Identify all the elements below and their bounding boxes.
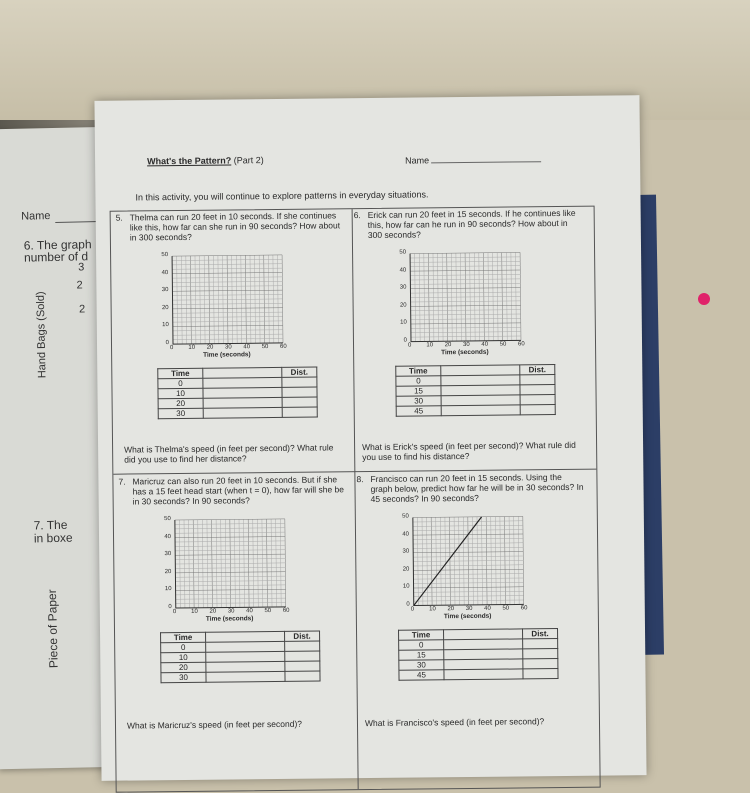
x-tick-label: 60 bbox=[280, 343, 287, 350]
time-distance-table bbox=[160, 631, 321, 684]
back-name-label: Name bbox=[21, 210, 51, 223]
distance-cell[interactable] bbox=[282, 407, 317, 417]
y-tick-label: 30 bbox=[402, 548, 410, 555]
x-tick-label: 30 bbox=[227, 608, 235, 615]
y-tick-label: 0 bbox=[403, 337, 408, 344]
time-cell: 0 bbox=[399, 640, 444, 650]
x-tick-label: 50 bbox=[499, 341, 507, 348]
x-tick-label: 0 bbox=[170, 345, 174, 352]
time-distance-table bbox=[157, 367, 318, 420]
time-cell: 20 bbox=[158, 398, 203, 408]
y-tick-label: 10 bbox=[164, 586, 172, 593]
time-cell: 10 bbox=[161, 652, 206, 662]
y-tick-label: 10 bbox=[400, 320, 407, 327]
time-cell: 20 bbox=[161, 662, 206, 672]
y-tick-label: 0 bbox=[406, 601, 410, 608]
time-cell: 0 bbox=[158, 378, 203, 388]
blank-cell[interactable] bbox=[444, 669, 523, 680]
distance-cell[interactable] bbox=[285, 671, 320, 681]
back-q6-line2: number of d bbox=[23, 249, 89, 265]
back-q7-line1: 7. The bbox=[33, 517, 68, 533]
x-axis-title: Time (seconds) bbox=[203, 351, 251, 359]
y-tick-label: 20 bbox=[402, 566, 410, 573]
x-tick-label: 20 bbox=[447, 606, 455, 613]
problem-number: 7. bbox=[118, 476, 126, 487]
y-tick-label: 30 bbox=[399, 284, 407, 291]
table-header-cell: Time bbox=[399, 630, 444, 640]
x-tick-label: 30 bbox=[463, 341, 470, 349]
table-header-cell: Time bbox=[396, 366, 441, 376]
intro-text: In this activity, you will continue to explore patterns in everyday situations. bbox=[135, 189, 429, 203]
y-tick-label: 40 bbox=[402, 531, 410, 538]
problem-text: Maricruz can also run 20 feet in 10 seconds. But if she has a 15 feet head start (when t = 0), how far will she be in 30 seconds? In 90 seconds? bbox=[132, 474, 345, 507]
x-tick-label: 50 bbox=[264, 608, 272, 615]
distance-time-chart bbox=[149, 515, 290, 626]
x-tick-label: 60 bbox=[517, 341, 525, 348]
x-tick-label: 20 bbox=[209, 608, 217, 615]
y-tick-label: 40 bbox=[164, 533, 172, 540]
table-row bbox=[158, 407, 317, 419]
x-tick-label: 30 bbox=[225, 344, 232, 351]
time-cell: 10 bbox=[158, 388, 203, 398]
y-tick-label: 30 bbox=[161, 287, 169, 294]
y-tick-label: 0 bbox=[168, 604, 172, 611]
x-tick-label: 10 bbox=[188, 344, 196, 351]
time-distance-table bbox=[398, 628, 559, 681]
problem-number: 5. bbox=[115, 212, 123, 223]
y-tick-label: 10 bbox=[162, 322, 169, 329]
y-tick-label: 30 bbox=[164, 551, 172, 558]
table-header-cell: Time bbox=[158, 368, 203, 378]
name-line[interactable] bbox=[431, 161, 541, 163]
time-cell: 0 bbox=[161, 642, 206, 652]
y-tick-label: 50 bbox=[399, 249, 407, 256]
time-cell: 30 bbox=[158, 408, 203, 418]
column-divider bbox=[352, 209, 359, 789]
time-cell: 30 bbox=[396, 396, 441, 406]
x-tick-label: 50 bbox=[261, 344, 269, 351]
distance-cell[interactable] bbox=[282, 387, 317, 397]
distance-time-chart bbox=[146, 251, 287, 362]
back-tick-fragment: 3 bbox=[78, 261, 85, 274]
table-row bbox=[399, 669, 558, 681]
speed-question: What is Thelma's speed (in feet per second)? What rule did you use to find her distance? bbox=[124, 442, 334, 465]
distance-cell[interactable] bbox=[523, 649, 558, 659]
problem-text: Francisco can run 20 feet in 15 seconds. Using the graph below, predict how far he will be in 30 seconds? In 45 seconds? In 90 seconds? bbox=[370, 471, 584, 505]
back-q7-line2: in boxe bbox=[33, 530, 73, 546]
x-tick-label: 0 bbox=[172, 609, 177, 616]
time-distance-table bbox=[395, 364, 556, 417]
table-header-cell: Dist. bbox=[282, 367, 317, 377]
time-cell: 30 bbox=[161, 672, 206, 682]
distance-time-chart bbox=[387, 512, 528, 623]
x-tick-label: 30 bbox=[465, 605, 473, 613]
x-tick-label: 40 bbox=[246, 608, 253, 615]
x-tick-label: 60 bbox=[520, 605, 528, 612]
table-row bbox=[161, 671, 320, 683]
blank-cell[interactable] bbox=[203, 407, 282, 418]
name-field[interactable]: Name bbox=[405, 154, 541, 165]
x-tick-label: 40 bbox=[484, 605, 491, 612]
blank-cell[interactable] bbox=[206, 671, 285, 682]
x-tick-label: 40 bbox=[243, 344, 251, 351]
y-tick-label: 20 bbox=[164, 568, 172, 575]
problem-text: Erick can run 20 feet in 15 seconds. If he continues like this, how far can he run in 90 seconds? How about in 300 seconds? bbox=[367, 207, 576, 241]
table-row bbox=[396, 405, 555, 417]
problem-number: 8. bbox=[356, 474, 364, 485]
table-header-cell: Dist. bbox=[285, 631, 320, 641]
y-tick-label: 40 bbox=[399, 267, 407, 274]
y-tick-label: 20 bbox=[399, 302, 407, 309]
worksheet bbox=[94, 95, 646, 781]
distance-cell[interactable] bbox=[523, 659, 558, 669]
x-tick-label: 10 bbox=[426, 342, 434, 349]
back-vertical-label-2: Piece of Paper bbox=[44, 589, 61, 669]
y-tick-label: 50 bbox=[164, 516, 171, 523]
distance-cell[interactable] bbox=[520, 405, 555, 415]
table-header-cell: Dist. bbox=[523, 629, 558, 639]
speed-question: What is Erick's speed (in feet per second)? What rule did you use to find his distance? bbox=[362, 439, 576, 463]
speed-question: What is Francisco's speed (in feet per second)? bbox=[364, 716, 545, 729]
x-tick-label: 0 bbox=[410, 606, 415, 613]
time-cell: 45 bbox=[399, 670, 444, 680]
back-q6-line1: 6. The graph bbox=[23, 237, 92, 253]
distance-cell[interactable] bbox=[520, 375, 555, 385]
x-tick-label: 50 bbox=[502, 605, 510, 612]
distance-cell[interactable] bbox=[520, 385, 555, 395]
distance-time-chart bbox=[384, 248, 525, 359]
time-cell: 45 bbox=[396, 406, 441, 416]
time-cell: 15 bbox=[399, 650, 444, 660]
x-axis-title: Time (seconds) bbox=[441, 348, 489, 357]
time-cell: 30 bbox=[399, 660, 444, 670]
x-tick-label: 10 bbox=[429, 606, 436, 613]
y-tick-label: 50 bbox=[161, 252, 169, 259]
distance-cell[interactable] bbox=[285, 661, 320, 671]
time-cell: 15 bbox=[396, 386, 441, 396]
back-tick-fragment: 2 bbox=[76, 279, 83, 292]
x-tick-label: 20 bbox=[444, 342, 452, 349]
y-tick-label: 40 bbox=[161, 269, 169, 276]
distance-cell[interactable] bbox=[523, 639, 558, 649]
x-tick-label: 20 bbox=[206, 344, 214, 351]
x-tick-label: 40 bbox=[481, 341, 489, 348]
distance-cell[interactable] bbox=[523, 669, 558, 679]
speed-question: What is Maricruz's speed (in feet per second)? bbox=[126, 718, 303, 731]
table-header-cell: Time bbox=[161, 632, 206, 642]
y-tick-label: 10 bbox=[402, 583, 410, 591]
table-header-cell: Dist. bbox=[520, 365, 555, 375]
y-tick-label: 50 bbox=[402, 513, 409, 520]
y-tick-label: 0 bbox=[165, 340, 170, 347]
worksheet-title: What's the Pattern? (Part 2) bbox=[147, 155, 264, 167]
x-axis-title: Time (seconds) bbox=[443, 612, 492, 621]
back-vertical-axis-label: Hand Bags (Sold) bbox=[34, 291, 49, 379]
blank-cell[interactable] bbox=[441, 405, 520, 416]
distance-cell[interactable] bbox=[282, 397, 317, 407]
x-tick-label: 10 bbox=[191, 608, 198, 615]
x-tick-label: 0 bbox=[408, 342, 412, 349]
problem-number: 6. bbox=[353, 210, 361, 221]
distance-cell[interactable] bbox=[282, 377, 317, 387]
pink-marker-dot bbox=[698, 293, 710, 305]
back-tick-fragment: 2 bbox=[78, 303, 86, 316]
distance-cell[interactable] bbox=[520, 395, 555, 405]
problem-text: Thelma can run 20 feet in 10 seconds. If she continues like this, how far can she run in 90 seconds? How about in 300 seconds? bbox=[129, 210, 341, 243]
x-tick-label: 60 bbox=[282, 607, 290, 614]
y-tick-label: 20 bbox=[161, 304, 169, 311]
x-axis-title: Time (seconds) bbox=[205, 615, 254, 623]
time-cell: 0 bbox=[396, 376, 441, 386]
distance-cell[interactable] bbox=[285, 641, 320, 651]
distance-cell[interactable] bbox=[285, 651, 320, 661]
